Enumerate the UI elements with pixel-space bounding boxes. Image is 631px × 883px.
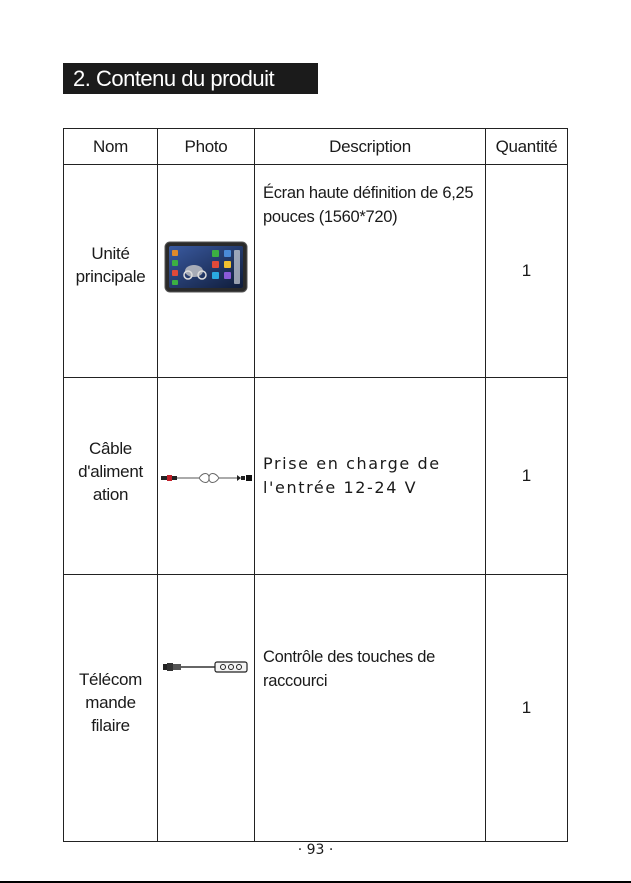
table-row: [64, 378, 568, 575]
item-name-line: ation: [92, 484, 129, 504]
item-description: Écran haute définition de 6,25 pouces (1560*720): [255, 165, 486, 378]
item-name-line: d'aliment: [78, 461, 143, 481]
item-name-line: filaire: [91, 715, 130, 735]
item-name: [64, 378, 158, 575]
item-name-line: mande: [85, 692, 136, 712]
header-photo: Photo: [158, 129, 255, 165]
header-name: Nom: [64, 129, 158, 165]
item-photo: [158, 378, 255, 575]
item-name-line: Télécom: [78, 669, 143, 689]
item-name: [64, 575, 158, 842]
head-unit-image: [164, 241, 248, 293]
item-quantity: 1: [486, 165, 568, 378]
item-description: Prise en charge de l'entrée 12-24 V: [255, 378, 486, 575]
item-photo: [158, 575, 255, 842]
item-quantity: 1: [486, 378, 568, 575]
section-title: 2. Contenu du produit: [63, 63, 318, 94]
power-cable-image: [161, 470, 253, 486]
item-name-line: principale: [75, 267, 146, 286]
item-name-line: Unité: [91, 244, 130, 263]
page-number: · 93 ·: [297, 842, 334, 858]
item-description: Contrôle des touches de raccourci: [255, 575, 486, 842]
product-contents-table: [63, 128, 568, 842]
item-name-line: Câble: [89, 438, 132, 458]
table-row: [64, 575, 568, 842]
table-header-row: [64, 129, 568, 165]
item-quantity: 1: [486, 575, 568, 842]
table-row: [64, 165, 568, 378]
header-description: Description: [255, 129, 486, 165]
item-photo: [158, 165, 255, 378]
wired-remote-image: [163, 659, 249, 675]
header-quantity: Quantité: [486, 129, 568, 165]
item-name: [64, 165, 158, 378]
